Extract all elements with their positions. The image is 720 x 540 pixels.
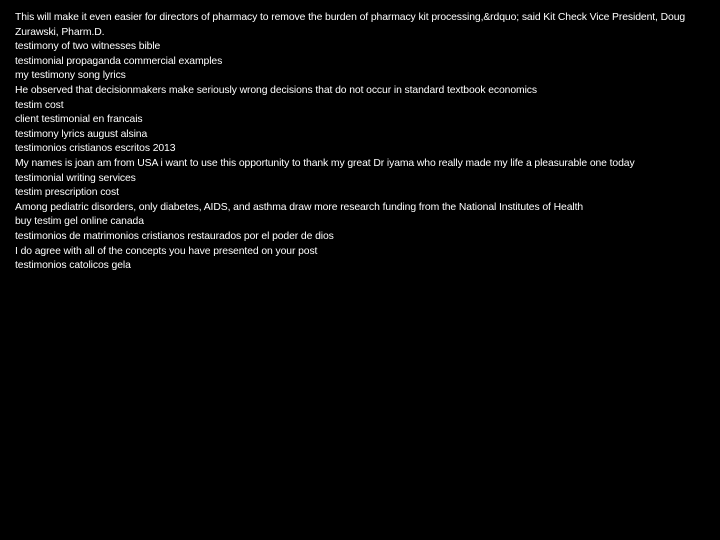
text-line: testimony lyrics august alsina — [15, 128, 148, 140]
text-line: testimonios catolicos gela — [15, 260, 131, 272]
text-block — [15, 11, 705, 274]
text-line: Among pediatric disorders, only diabetes, AIDS, and asthma draw more research funding from the National Institutes of Health — [15, 201, 584, 213]
text-line: client testimonial en francais — [15, 114, 143, 126]
text-line: testimonios de matrimonios cristianos restaurados por el poder de dios — [15, 230, 334, 242]
text-line: testimonial propaganda commercial examples — [15, 55, 223, 67]
text-line: testimonial writing services — [15, 172, 136, 184]
text-line: He observed that decisionmakers make seriously wrong decisions that do not occur in standard textbook economics — [15, 84, 537, 96]
text-line: my testimony song lyrics — [15, 70, 126, 82]
text-line: testimony of two witnesses bible — [15, 41, 161, 53]
text-line: testimonios cristianos escritos 2013 — [15, 143, 176, 155]
text-line: testim prescription cost — [15, 187, 119, 199]
text-line: This will make it even easier for directors of pharmacy to remove the burden of pharmacy kit processing,&rdquo; said Kit Check Vice President, Doug Zurawski, Pharm.D. — [15, 12, 686, 38]
text-line: buy testim gel online canada — [15, 216, 144, 228]
text-line: I do agree with all of the concepts you have presented on your post — [15, 245, 318, 257]
text-line: My names is joan am from USA i want to use this opportunity to thank my great Dr iyama who really made my life a pleasurable one today — [15, 157, 635, 169]
text-line: testim cost — [15, 99, 64, 111]
